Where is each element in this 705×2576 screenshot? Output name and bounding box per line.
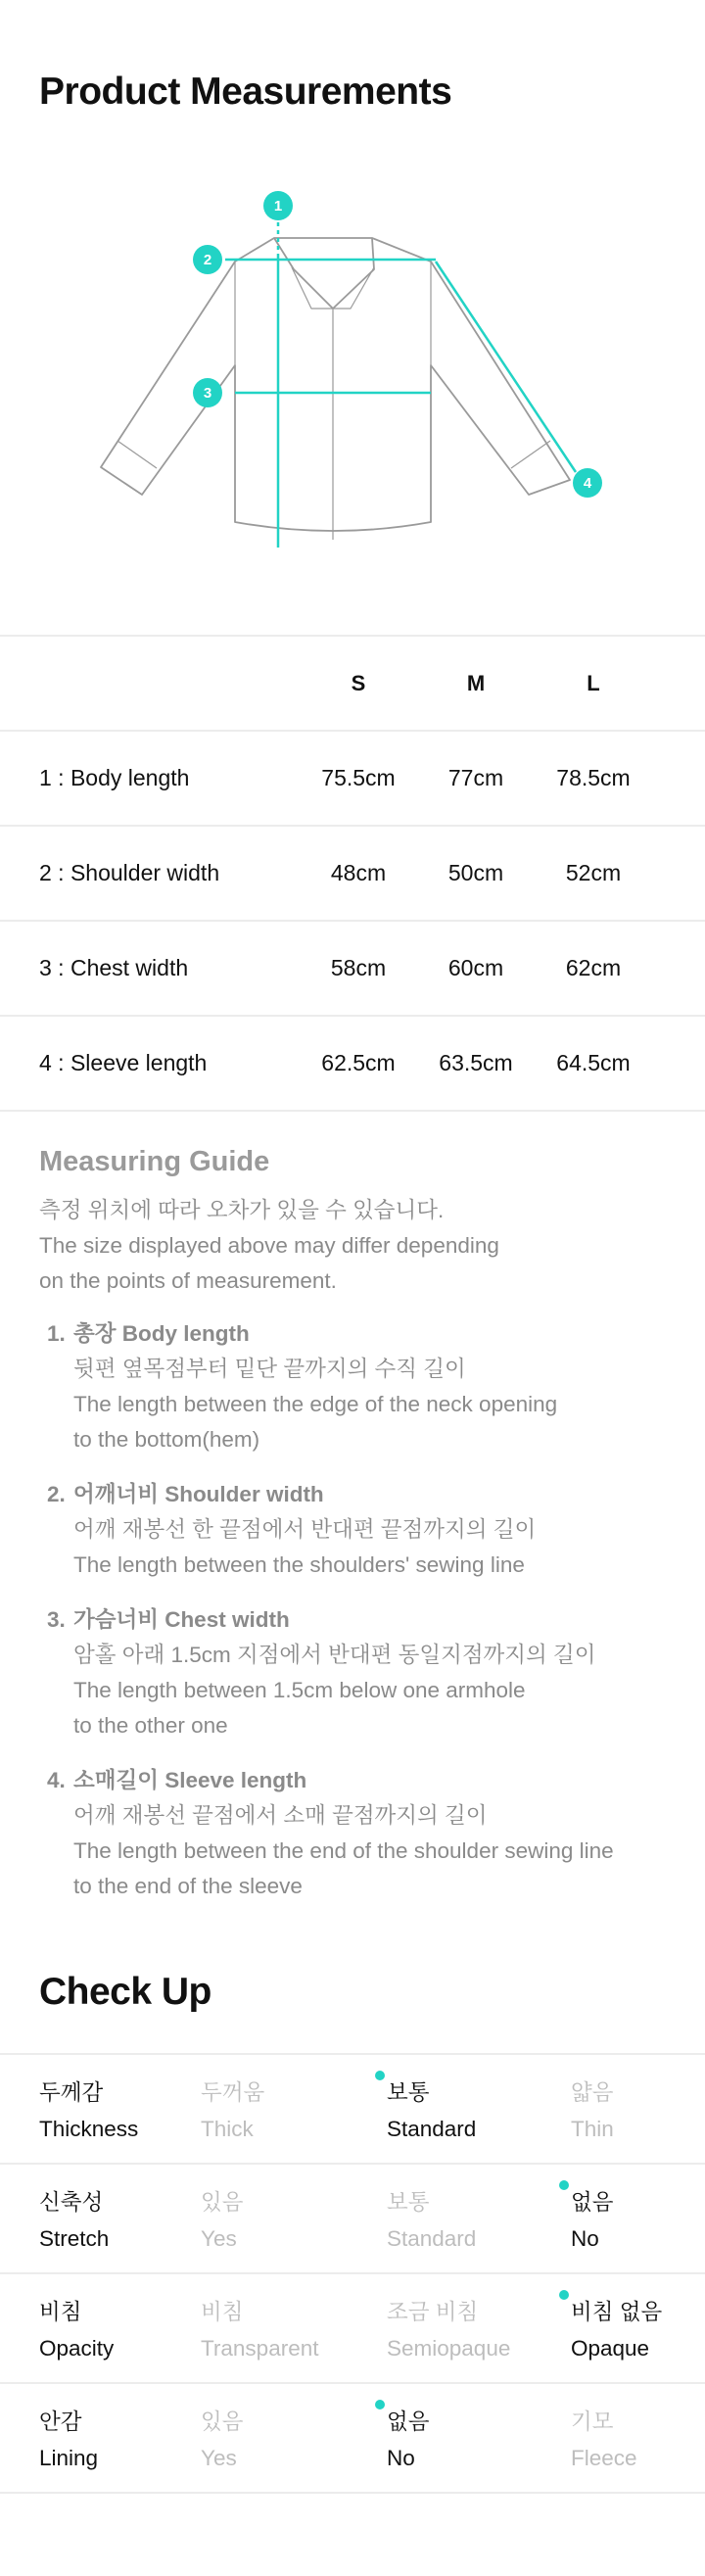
check-row-label: [39, 2294, 114, 2366]
option-ko: 있음: [201, 2190, 244, 2215]
guide-item-shoulder-width: [39, 1477, 685, 1583]
guide-item-number: 4.: [47, 1768, 66, 1792]
value-m: 60cm: [447, 955, 504, 980]
check-option: [387, 2075, 476, 2147]
option-en: Fleece: [571, 2446, 637, 2470]
guide-item-line: The length between the edge of the neck opening: [73, 1392, 558, 1416]
guide-item-line: 어깨 재봉선 한 끝점에서 반대편 끝점까지의 길이: [73, 1517, 537, 1542]
option-en: Semiopaque: [387, 2336, 511, 2361]
option-ko: 기모: [571, 2409, 614, 2434]
marker-2-label: 2: [203, 252, 212, 268]
guide-item-line: 어깨 재봉선 끝점에서 소매 끝점까지의 길이: [73, 1803, 488, 1828]
sleeve-length-line: [436, 262, 576, 472]
selected-dot-icon: [559, 2290, 569, 2300]
option-en: Thick: [201, 2117, 254, 2141]
value-m: 63.5cm: [439, 1050, 513, 1075]
row-label: 3 : Chest width: [39, 955, 189, 980]
left-cuff: [118, 441, 157, 468]
option-ko: 조금 비침: [387, 2300, 479, 2324]
option-ko: 보통: [387, 2190, 430, 2215]
label-en: Thickness: [39, 2117, 139, 2141]
value-l: 78.5cm: [556, 765, 631, 790]
check-option: [571, 2184, 613, 2257]
guide-item-heading: 가슴너비 Chest width: [73, 1607, 290, 1632]
check-option: [387, 2294, 510, 2366]
option-en: Yes: [201, 2446, 237, 2470]
check-row-stretch: [0, 2163, 705, 2272]
check-option: [571, 2294, 662, 2366]
option-ko: 보통: [387, 2080, 430, 2105]
check-option: [201, 2294, 318, 2366]
option-ko: 있음: [201, 2409, 244, 2434]
guide-item-line: The length between the shoulders' sewing line: [73, 1552, 525, 1577]
guide-intro-en-1: The size displayed above may differ depending: [39, 1233, 499, 1258]
row-label: 1 : Body length: [39, 765, 190, 790]
guide-item-line: 암홀 아래 1.5cm 지점에서 반대편 동일지점까지의 길이: [73, 1643, 596, 1667]
guide-title: Measuring Guide: [39, 1146, 270, 1177]
guide-item-heading: 총장 Body length: [73, 1321, 250, 1346]
option-ko: 두꺼움: [201, 2080, 265, 2105]
table-row: [0, 825, 705, 920]
check-option: [201, 2075, 264, 2147]
value-s: 58cm: [330, 955, 387, 980]
label-ko: 안감: [39, 2409, 82, 2434]
guide-item-sleeve-length: [39, 1763, 685, 1904]
value-l: 64.5cm: [556, 1050, 631, 1075]
selected-dot-icon: [559, 2180, 569, 2190]
option-en: Standard: [387, 2226, 477, 2251]
label-ko: 신축성: [39, 2190, 104, 2215]
check-option: [387, 2404, 429, 2476]
check-row-opacity: [0, 2272, 705, 2382]
option-en: Thin: [571, 2117, 614, 2141]
guide-item-number: 3.: [47, 1607, 66, 1632]
guide-intro-en-2: on the points of measurement.: [39, 1268, 337, 1293]
value-s: 62.5cm: [321, 1050, 396, 1075]
option-en: Transparent: [201, 2336, 319, 2361]
check-row-thickness: [0, 2053, 705, 2163]
guide-intro: [39, 1193, 685, 1299]
marker-3-label: 3: [203, 385, 212, 402]
check-option: [201, 2404, 243, 2476]
guide-item-number: 1.: [47, 1321, 66, 1346]
check-row-label: [39, 2075, 138, 2147]
label-en: Lining: [39, 2446, 99, 2470]
check-up-title: Check Up: [39, 1971, 212, 2013]
shirt-measurement-diagram: [0, 171, 705, 583]
label-en: Opacity: [39, 2336, 115, 2361]
collar: [274, 238, 374, 309]
shirt-outline: [101, 238, 570, 531]
check-option: [571, 2404, 637, 2476]
option-ko: 비침 없음: [571, 2300, 663, 2324]
collar-inner: [292, 267, 374, 309]
selected-dot-icon: [375, 2071, 385, 2080]
option-en: Standard: [387, 2117, 477, 2141]
guide-item-number: 2.: [47, 1482, 66, 1506]
row-label: 2 : Shoulder width: [39, 860, 220, 885]
size-header-s: S: [351, 671, 366, 695]
guide-item-line: The length between 1.5cm below one armhole: [73, 1678, 526, 1702]
check-row-label: [39, 2184, 109, 2257]
option-en: Yes: [201, 2226, 237, 2251]
label-en: Stretch: [39, 2226, 110, 2251]
guide-item-line: 뒷편 옆목점부터 밑단 끝까지의 수직 길이: [73, 1357, 466, 1381]
label-ko: 두께감: [39, 2080, 104, 2105]
option-en: Opaque: [571, 2336, 650, 2361]
check-option: [201, 2184, 243, 2257]
option-ko: 없음: [571, 2190, 614, 2215]
size-table-header: [0, 635, 705, 730]
check-option: [387, 2184, 476, 2257]
selected-dot-icon: [375, 2400, 385, 2409]
check-option: [571, 2075, 614, 2147]
value-s: 48cm: [330, 860, 387, 885]
page-title: Product Measurements: [39, 71, 452, 113]
table-row: [0, 730, 705, 825]
guide-item-heading: 소매길이 Sleeve length: [73, 1768, 307, 1792]
table-row: [0, 1015, 705, 1112]
guide-item-line: to the end of the sleeve: [73, 1874, 303, 1898]
value-m: 77cm: [447, 765, 504, 790]
size-table: [0, 635, 705, 1112]
option-ko: 얇음: [571, 2080, 614, 2105]
size-header-l: L: [587, 671, 600, 695]
guide-item-line: to the bottom(hem): [73, 1427, 260, 1452]
table-row: [0, 920, 705, 1015]
value-m: 50cm: [447, 860, 504, 885]
check-row-label: [39, 2404, 98, 2476]
marker-4-label: 4: [583, 475, 592, 492]
option-ko: 없음: [387, 2409, 430, 2434]
guide-item-body-length: [39, 1316, 685, 1457]
check-row-lining: [0, 2382, 705, 2494]
row-label: 4 : Sleeve length: [39, 1050, 208, 1075]
option-en: No: [571, 2226, 599, 2251]
value-s: 75.5cm: [321, 765, 396, 790]
guide-intro-ko: 측정 위치에 따라 오차가 있을 수 있습니다.: [39, 1198, 445, 1222]
measuring-guide: [39, 1142, 685, 1924]
guide-list: [39, 1316, 685, 1904]
option-ko: 비침: [201, 2300, 244, 2324]
value-l: 62cm: [565, 955, 622, 980]
guide-item-line: to the other one: [73, 1713, 228, 1738]
marker-1-label: 1: [273, 198, 283, 215]
guide-item-line: The length between the end of the shoulder sewing line: [73, 1838, 614, 1863]
value-l: 52cm: [565, 860, 622, 885]
option-en: No: [387, 2446, 415, 2470]
label-ko: 비침: [39, 2300, 82, 2324]
guide-item-chest-width: [39, 1602, 685, 1743]
size-header-m: M: [466, 671, 486, 695]
right-cuff: [511, 441, 550, 468]
guide-item-heading: 어깨너비 Shoulder width: [73, 1482, 324, 1506]
check-up-table: [0, 2053, 705, 2494]
